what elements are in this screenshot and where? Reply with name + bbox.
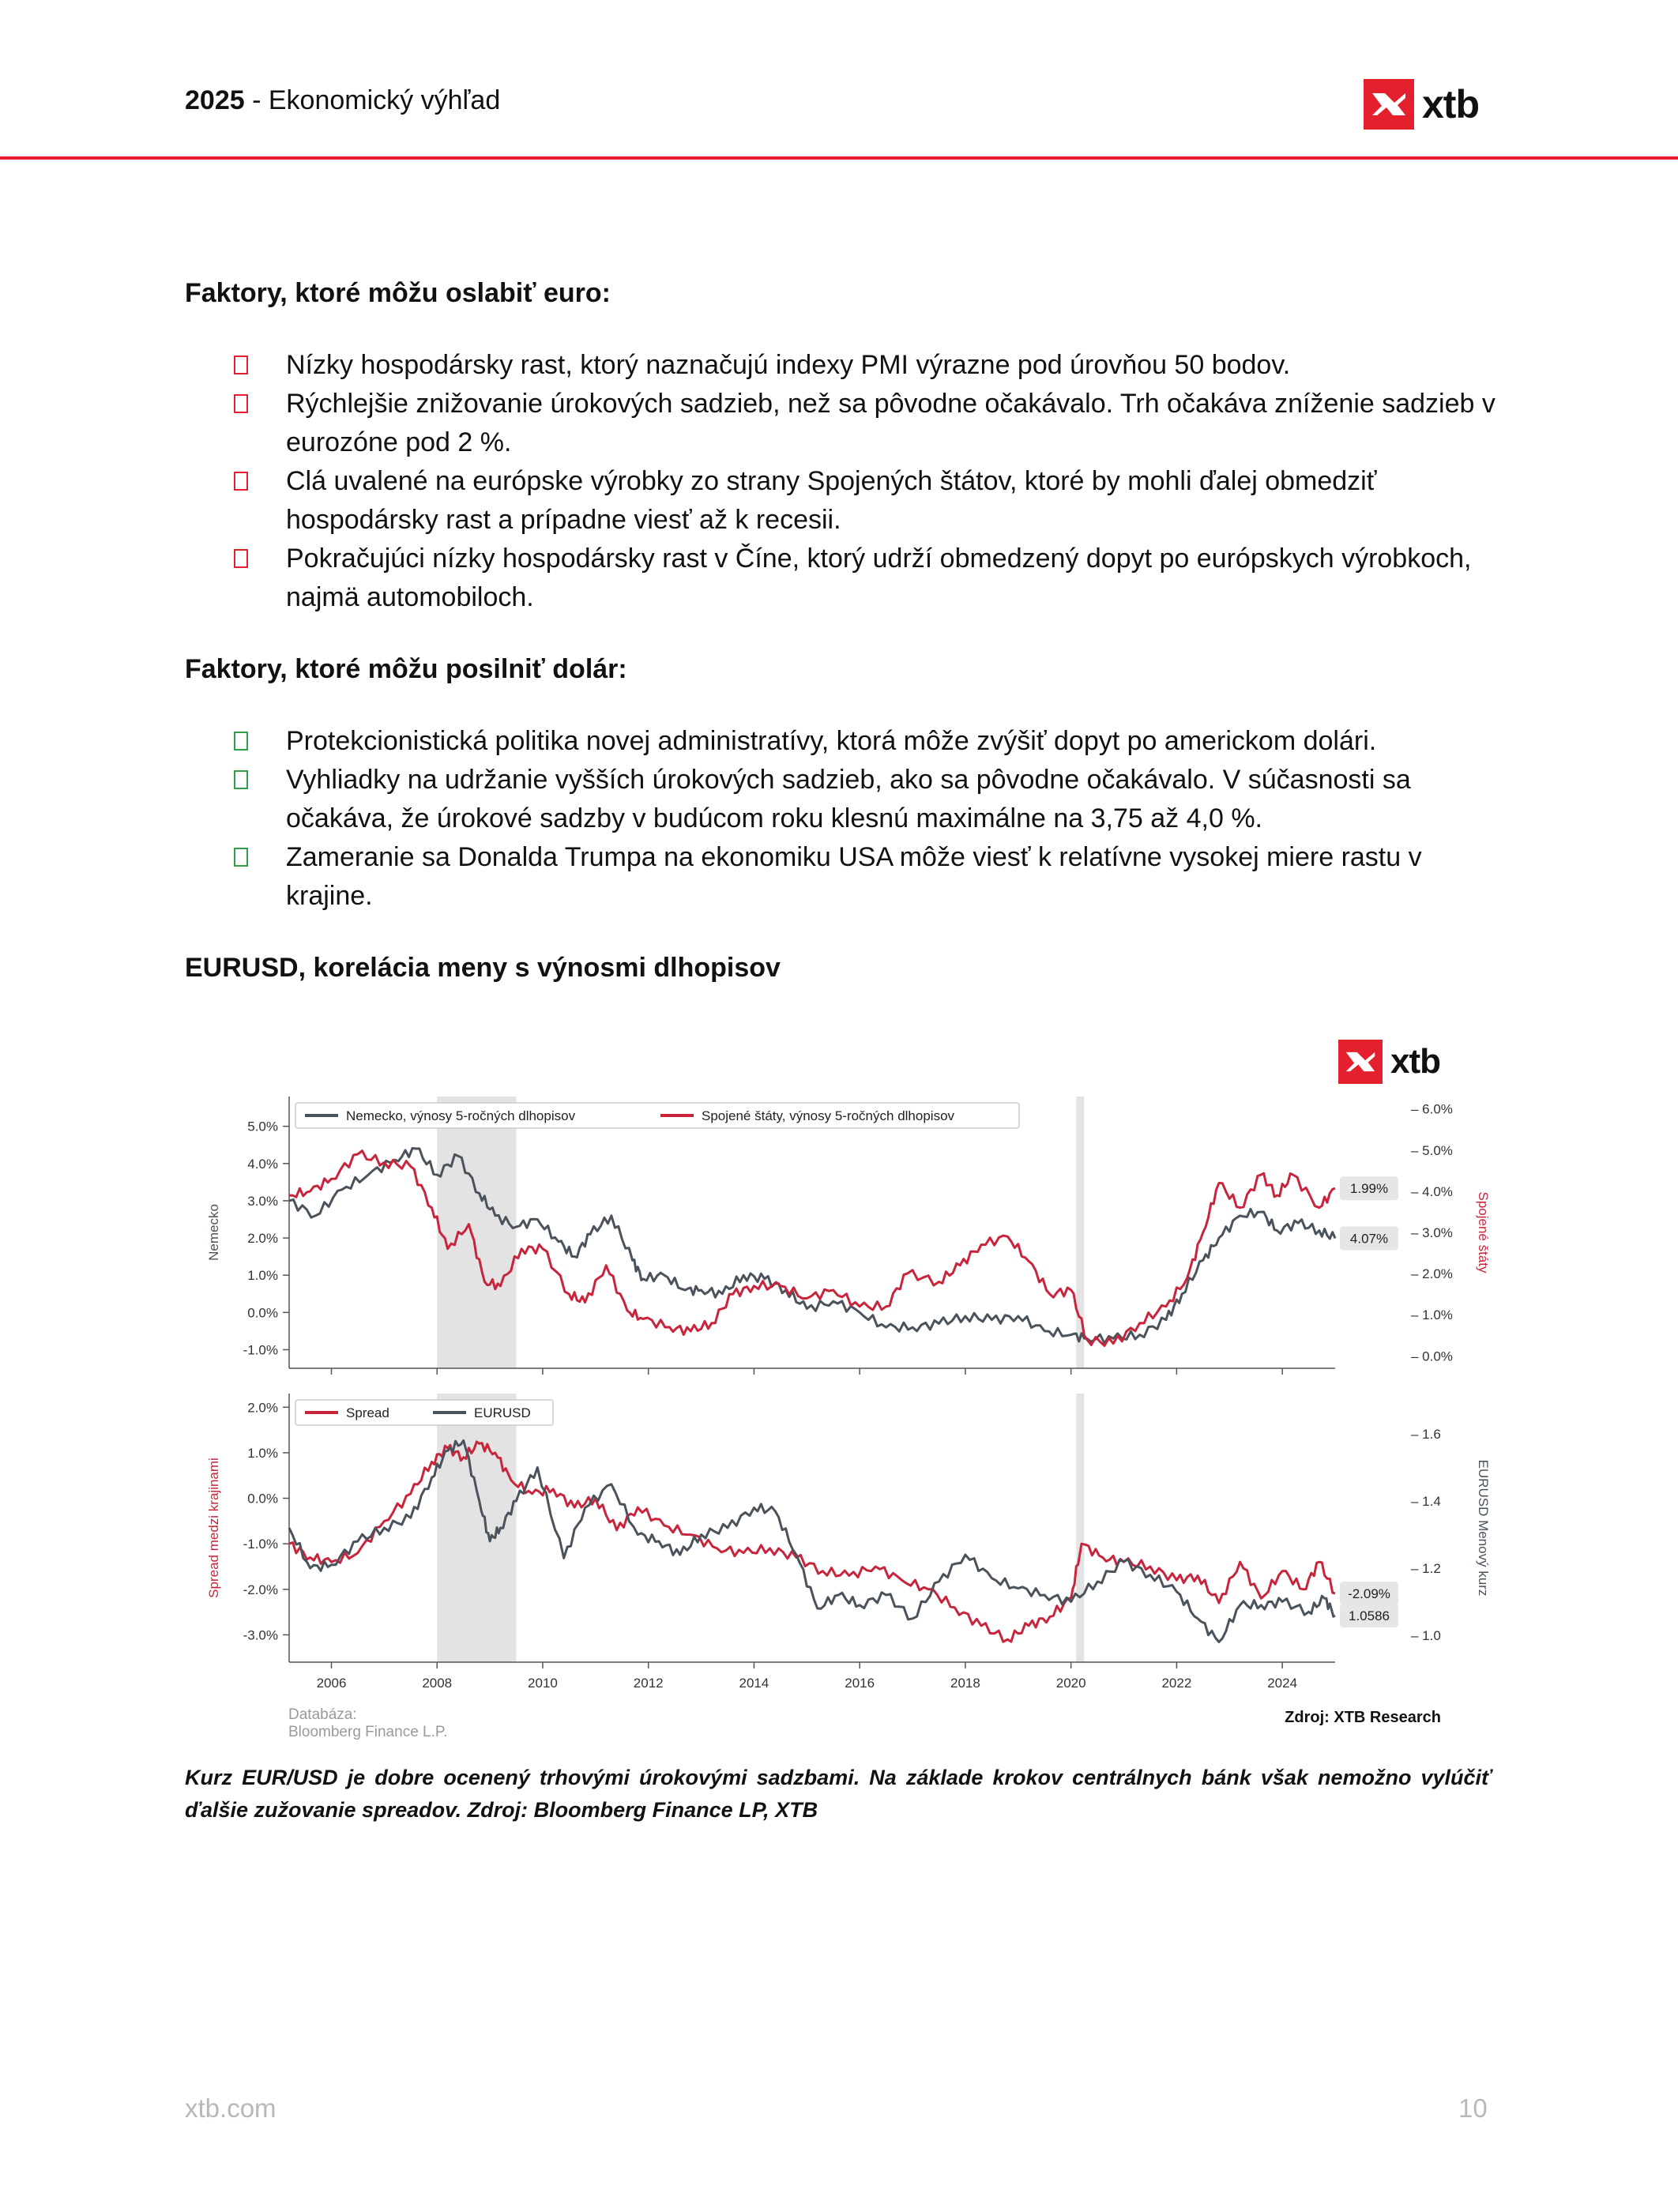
bullet-icon — [234, 848, 248, 867]
page-number: 10 — [1458, 2094, 1488, 2123]
chart-source-left-line2: Bloomberg Finance L.P. — [288, 1724, 448, 1740]
y-tick-label: 1.0% — [247, 1268, 278, 1284]
list-item — [234, 346, 1498, 385]
y2-axis-title: Spojené štáty — [1476, 1191, 1491, 1273]
shaded-period — [437, 1097, 516, 1368]
chart-heading: EURUSD, korelácia meny s výnosmi dlhopisov — [185, 953, 781, 983]
y2-tick-label: – 1.0 — [1411, 1628, 1441, 1643]
header-logo-text: xtb — [1422, 82, 1479, 126]
list-item — [234, 838, 1498, 916]
chart-source-left-line1: Databáza: — [288, 1706, 357, 1723]
x-tick-label: 2012 — [633, 1676, 664, 1691]
xtb-x-icon — [1364, 79, 1414, 130]
y2-tick-label: – 6.0% — [1411, 1101, 1453, 1117]
y2-tick-label: – 1.2 — [1411, 1561, 1441, 1576]
chart-caption: Kurz EUR/USD je dobre ocenený trhovými úrokovými sadzbami. Na základe krokov centrálnych bánk však nemožno vylúčiť ďalšie zužovanie spreadov. Zdroj: Bloomberg Finance LP, XTB — [185, 1766, 1492, 1822]
bullet-icon — [234, 472, 248, 491]
x-tick-label: 2018 — [950, 1676, 980, 1691]
legend-label: Spread — [346, 1405, 389, 1420]
shaded-period — [437, 1394, 516, 1662]
y2-tick-label: – 4.0% — [1411, 1183, 1453, 1199]
list-item-text: Rýchlejšie znižovanie úrokových sadzieb, než sa pôvodne očakávalo. Trh očakáva zníženie sadzieb v eurozóne pod 2 %. — [286, 389, 1496, 457]
y-tick-label: -1.0% — [243, 1537, 278, 1552]
y2-tick-label: – 3.0% — [1411, 1225, 1453, 1240]
x-tick-label: 2024 — [1267, 1676, 1298, 1691]
y2-tick-label: – 2.0% — [1411, 1266, 1453, 1282]
y-tick-label: 0.0% — [247, 1305, 278, 1321]
section-heading-euro: Faktory, ktoré môžu oslabiť euro: — [185, 278, 611, 308]
list-item — [234, 761, 1498, 838]
list-item — [234, 385, 1498, 462]
y-tick-label: 3.0% — [247, 1193, 278, 1209]
chart-logo — [1338, 1040, 1440, 1084]
x-tick-label: 2020 — [1055, 1676, 1086, 1691]
bullet-icon — [234, 732, 248, 750]
header-divider — [0, 156, 1678, 160]
list-item-text: Nízky hospodársky rast, ktorý naznačujú indexy PMI výrazne pod úrovňou 50 bodov. — [286, 350, 1291, 380]
legend-label: Nemecko, výnosy 5-ročných dlhopisov — [346, 1108, 576, 1123]
eurusd-chart — [183, 1090, 1495, 1754]
y-tick-label: 4.0% — [247, 1156, 278, 1172]
chart-logo-text: xtb — [1390, 1042, 1440, 1081]
x-tick-label: 2006 — [316, 1676, 347, 1691]
list-item-text: Vyhliadky na udržanie vyšších úrokových sadzieb, ako sa pôvodne očakávalo. V súčasnosti sa očakáva, že úrokové sadzby v budúcom roku klesnú maximálne na 3,75 až 4,0 %. — [286, 765, 1411, 833]
list-item-text: Zameranie sa Donalda Trumpa na ekonomiku USA môže viesť k relatívne vysokej miere rastu v krajine. — [286, 842, 1422, 911]
header-year: 2025 — [185, 85, 245, 115]
y2-tick-label: – 1.6 — [1411, 1427, 1441, 1442]
y-tick-label: 5.0% — [247, 1119, 278, 1134]
value-annotation: -2.09% — [1348, 1586, 1390, 1601]
bullet-icon — [234, 394, 248, 413]
section-heading-dollar: Faktory, ktoré môžu posilniť dolár: — [185, 654, 627, 684]
legend-label: Spojené štáty, výnosy 5-ročných dlhopisov — [702, 1108, 955, 1123]
y2-tick-label: – 1.4 — [1411, 1494, 1441, 1509]
y-axis-title: Nemecko — [206, 1204, 221, 1261]
y-axis-title: Spread medzi krajinami — [206, 1458, 221, 1598]
y2-tick-label: – 5.0% — [1411, 1142, 1453, 1158]
list-item — [234, 722, 1498, 761]
value-annotation: 1.0586 — [1349, 1608, 1390, 1624]
y2-tick-label: – 0.0% — [1411, 1349, 1453, 1364]
bullet-icon — [234, 549, 248, 568]
y-tick-label: 0.0% — [247, 1491, 278, 1507]
dollar-factors-list — [234, 722, 1498, 916]
legend-label: EURUSD — [474, 1405, 531, 1420]
value-annotation: 4.07% — [1349, 1231, 1389, 1247]
y-tick-label: 2.0% — [247, 1400, 278, 1416]
y-tick-label: -2.0% — [243, 1582, 278, 1597]
x-tick-label: 2014 — [739, 1676, 769, 1691]
x-tick-label: 2010 — [528, 1676, 558, 1691]
header-logo — [1364, 79, 1479, 130]
value-annotation: 1.99% — [1349, 1181, 1389, 1197]
x-tick-label: 2008 — [422, 1676, 453, 1691]
x-tick-label: 2016 — [845, 1676, 875, 1691]
page-header — [0, 0, 1678, 161]
chart-panel-2 — [206, 1394, 1491, 1691]
list-item-text: Clá uvalené na európske výrobky zo strany Spojených štátov, ktoré by mohli ďalej obmedziť hospodársky rast a prípadne viesť až k recesii. — [286, 466, 1377, 535]
list-item — [234, 462, 1498, 540]
y-tick-label: -3.0% — [243, 1627, 278, 1643]
y-tick-label: 1.0% — [247, 1445, 278, 1461]
x-tick-label: 2022 — [1161, 1676, 1192, 1691]
y2-tick-label: – 1.0% — [1411, 1307, 1453, 1323]
euro-factors-list — [234, 346, 1498, 617]
y-tick-label: 2.0% — [247, 1231, 278, 1247]
shaded-period — [1076, 1394, 1084, 1662]
list-item — [234, 540, 1498, 617]
list-item-text: Pokračujúci nízky hospodársky rast v Číne, ktorý udrží obmedzený dopyt po európskych výrobkoch, najmä automobiloch. — [286, 544, 1472, 612]
list-item-text: Protekcionistická politika novej administratívy, ktorá môže zvýšiť dopyt po americkom dolári. — [286, 726, 1377, 756]
bullet-icon — [234, 770, 248, 789]
chart-panel-1 — [206, 1097, 1491, 1375]
y-tick-label: -1.0% — [243, 1342, 278, 1358]
header-subtitle: - Ekonomický výhľad — [244, 85, 501, 115]
chart-source-right: Zdroj: XTB Research — [1285, 1709, 1441, 1726]
header-title — [185, 85, 500, 116]
xtb-x-icon — [1338, 1040, 1383, 1084]
y2-axis-title: EURUSD Menový kurz — [1476, 1459, 1491, 1597]
footer-site: xtb.com — [185, 2094, 277, 2123]
bullet-icon — [234, 356, 248, 374]
